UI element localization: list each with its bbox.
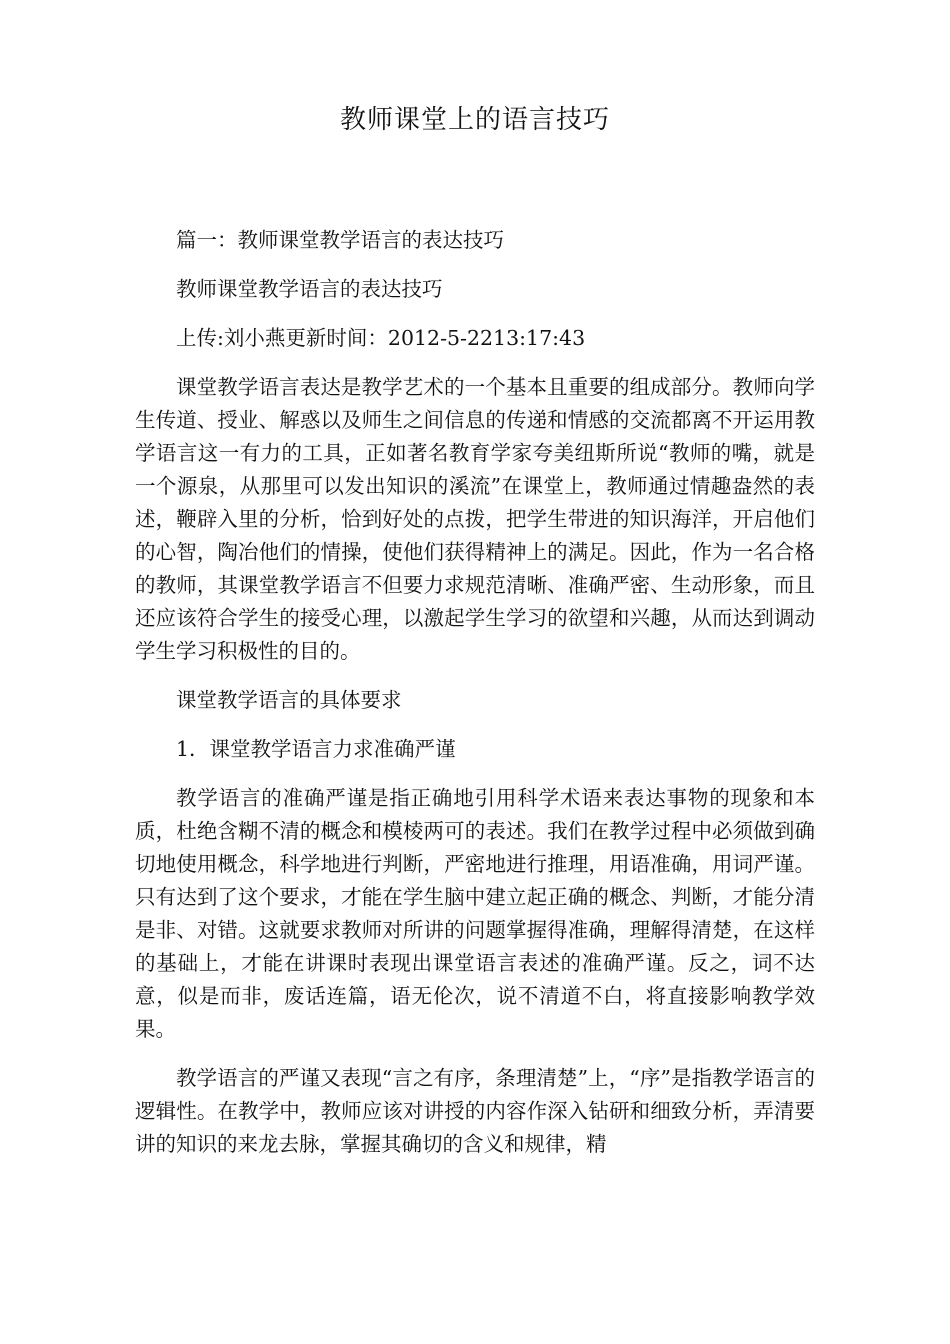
- section-heading: 篇一：教师课堂教学语言的表达技巧: [176, 228, 504, 252]
- upload-info: 上传:刘小燕更新时间：2012-5-2213:17:43: [176, 326, 586, 350]
- paragraph-order: 教学语言的严谨又表现“言之有序，条理清楚”上，“序”是指教学语言的逻辑性。在教学中，教师应该对讲授的内容作深入钻研和细致分析，弄清要讲的知识的来龙去脉，掌握其确切的含义和规律，精: [135, 1066, 815, 1156]
- article-title: 教师课堂教学语言的表达技巧: [176, 277, 443, 301]
- subheading-requirements: 课堂教学语言的具体要求: [176, 688, 402, 712]
- document-title: 教师课堂上的语言技巧: [339, 105, 610, 135]
- subheading-item-1: 1．课堂教学语言力求准确严谨: [176, 737, 456, 761]
- document-body: [135, 224, 815, 1177]
- paragraph-intro: 课堂教学语言表达是教学艺术的一个基本且重要的组成部分。教师向学生传道、授业、解惑以及师生之间信息的传递和情感的交流都离不开运用教学语言这一有力的工具，正如著名教育学家夸美纽斯所说“教师的嘴，就是一个源泉，从那里可以发出知识的溪流”在课堂上，教师通过情趣盎然的表述，鞭辟入里的分析，恰到好处的点拨，把学生带进的知识海洋，开启他们的心智，陶冶他们的情操，使他们获得精神上的满足。因此，作为一名合格的教师，其课堂教学语言不但要力求规范清晰、准确严密、生动形象，而且还应该符合学生的接受心理，以激起学生学习的欲望和兴趣，从而达到调动学生学习积极性的目的。: [135, 375, 815, 663]
- paragraph-accuracy: 教学语言的准确严谨是指正确地引用科学术语来表达事物的现象和本质，杜绝含糊不清的概念和模棱两可的表述。我们在教学过程中必须做到确切地使用概念，科学地进行判断，严密地进行推理，用语准确，用词严谨。只有达到了这个要求，才能在学生脑中建立起正确的概念、判断，才能分清是非、对错。这就要求教师对所讲的问题掌握得准确，理解得清楚，在这样的基础上，才能在讲课时表现出课堂语言表述的准确严谨。反之，词不达意，似是而非，废话连篇，语无伦次，说不清道不白，将直接影响教学效果。: [135, 786, 815, 1041]
